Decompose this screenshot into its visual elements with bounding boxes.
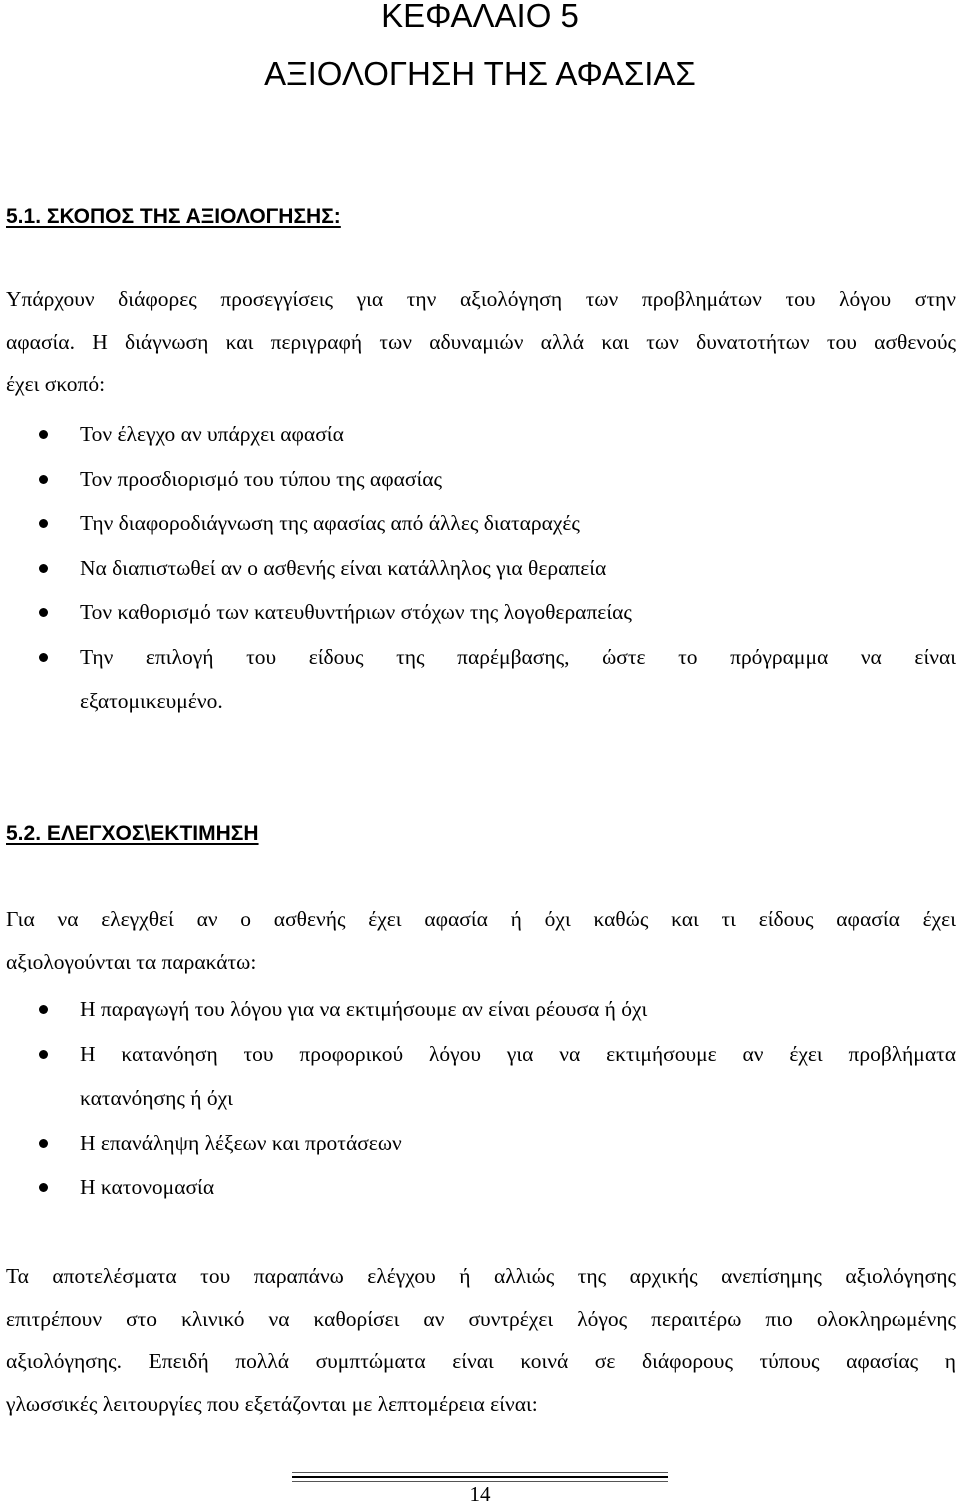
paragraph-line: γλωσσικές λειτουργίες που εξετάζονται με λεπτομέρεια είναι: [6,1391,538,1416]
chapter-number: ΚΕΦΑΛΑΙΟ 5 [381,0,579,34]
list-item [0,1165,956,1210]
list-item-text-continued: εξατομικευμένο. [80,689,223,713]
bullet-icon [39,430,48,439]
list-item-text: Η κατονομασία [80,1175,215,1199]
list-item-text: Τον καθορισμό των κατευθυντήριων στόχων της λογοθεραπείας [80,600,632,624]
page-number: 14 [469,1482,491,1506]
paragraph-line: Για να ελεγχθεί αν ο ασθενής έχει αφασία ή όχι καθώς και τι είδους αφασία έχει [6,907,956,931]
list-item [0,635,956,724]
footer-divider [292,1472,668,1473]
bullet-icon [39,1139,48,1148]
bullet-icon [39,653,48,662]
list-item [0,457,956,502]
footer-divider [292,1476,668,1478]
paragraph-line: Τα αποτελέσματα του παραπάνω ελέγχου ή αλλιώς της αρχικής ανεπίσημης αξιολόγησης [6,1264,956,1288]
bullet-icon [39,564,48,573]
list-item [0,1032,956,1121]
bullet-icon [39,519,48,528]
bullet-icon [39,1005,48,1014]
paragraph-line: αφασία. Η διάγνωση και περιγραφή των αδυναμιών αλλά και των δυνατοτήτων του ασθενούς [6,329,956,354]
bullet-icon [39,608,48,617]
list-item-text: Να διαπιστωθεί αν ο ασθενής είναι κατάλληλος για θεραπεία [80,555,607,580]
list-item [0,1121,956,1166]
list-item-text: Η επανάληψη λέξεων και προτάσεων [80,1130,402,1155]
section-2-assessment-list [0,987,960,1210]
paragraph-line: αξιολογούνται τα παρακάτω: [6,949,257,974]
list-item [0,546,956,591]
paragraph-line: έχει σκοπό: [6,372,106,396]
list-item-text: Την διαφοροδιάγνωση της αφασίας από άλλες διαταραχές [80,511,580,535]
list-item [0,501,956,546]
section-heading-5-2: 5.2. ΕΛΕΓΧΟΣ\ΕΚΤΙΜΗΣΗ [6,822,259,845]
list-item-text: Η παραγωγή του λόγου για να εκτιμήσουμε αν είναι ρέουσα ή όχι [80,997,648,1021]
section-heading-5-1: 5.1. ΣΚΟΠΟΣ ΤΗΣ ΑΞΙΟΛΟΓΗΣΗΣ: [6,205,341,228]
paragraph-line: αξιολόγησης. Επειδή πολλά συμπτώματα είναι κοινά σε διάφορους τύπους αφασίας η [6,1349,956,1373]
bullet-icon [39,475,48,484]
bullet-icon [39,1050,48,1059]
list-item-text: Η κατανόηση του προφορικού λόγου για να εκτιμήσουμε αν έχει προβλήματα [80,1041,956,1066]
list-item-text-continued: κατανόησης ή όχι [80,1086,233,1110]
section-1-intro-paragraph [6,278,956,406]
section-2-closing-paragraph [6,1255,956,1425]
section-2-intro-paragraph [6,898,956,983]
chapter-title: ΑΞΙΟΛΟΓΗΣΗ ΤΗΣ ΑΦΑΣΙΑΣ [264,55,696,92]
list-item [0,590,956,635]
list-item [0,987,956,1032]
list-item-text: Τον έλεγχο αν υπάρχει αφασία [80,422,344,446]
bullet-icon [39,1183,48,1192]
section-1-purpose-list [0,412,960,724]
list-item-text: Την επιλογή του είδους της παρέμβασης, ώστε το πρόγραμμα να είναι [80,644,956,669]
list-item-text: Τον προσδιορισμό του τύπου της αφασίας [80,466,443,491]
paragraph-line: Υπάρχουν διάφορες προσεγγίσεις για την αξιολόγηση των προβλημάτων του λόγου στην [6,287,956,311]
paragraph-line: επιτρέπουν στο κλινικό να καθορίσει αν συντρέχει λόγος περαιτέρω πιο ολοκληρωμένης [6,1306,956,1331]
list-item [0,412,956,457]
